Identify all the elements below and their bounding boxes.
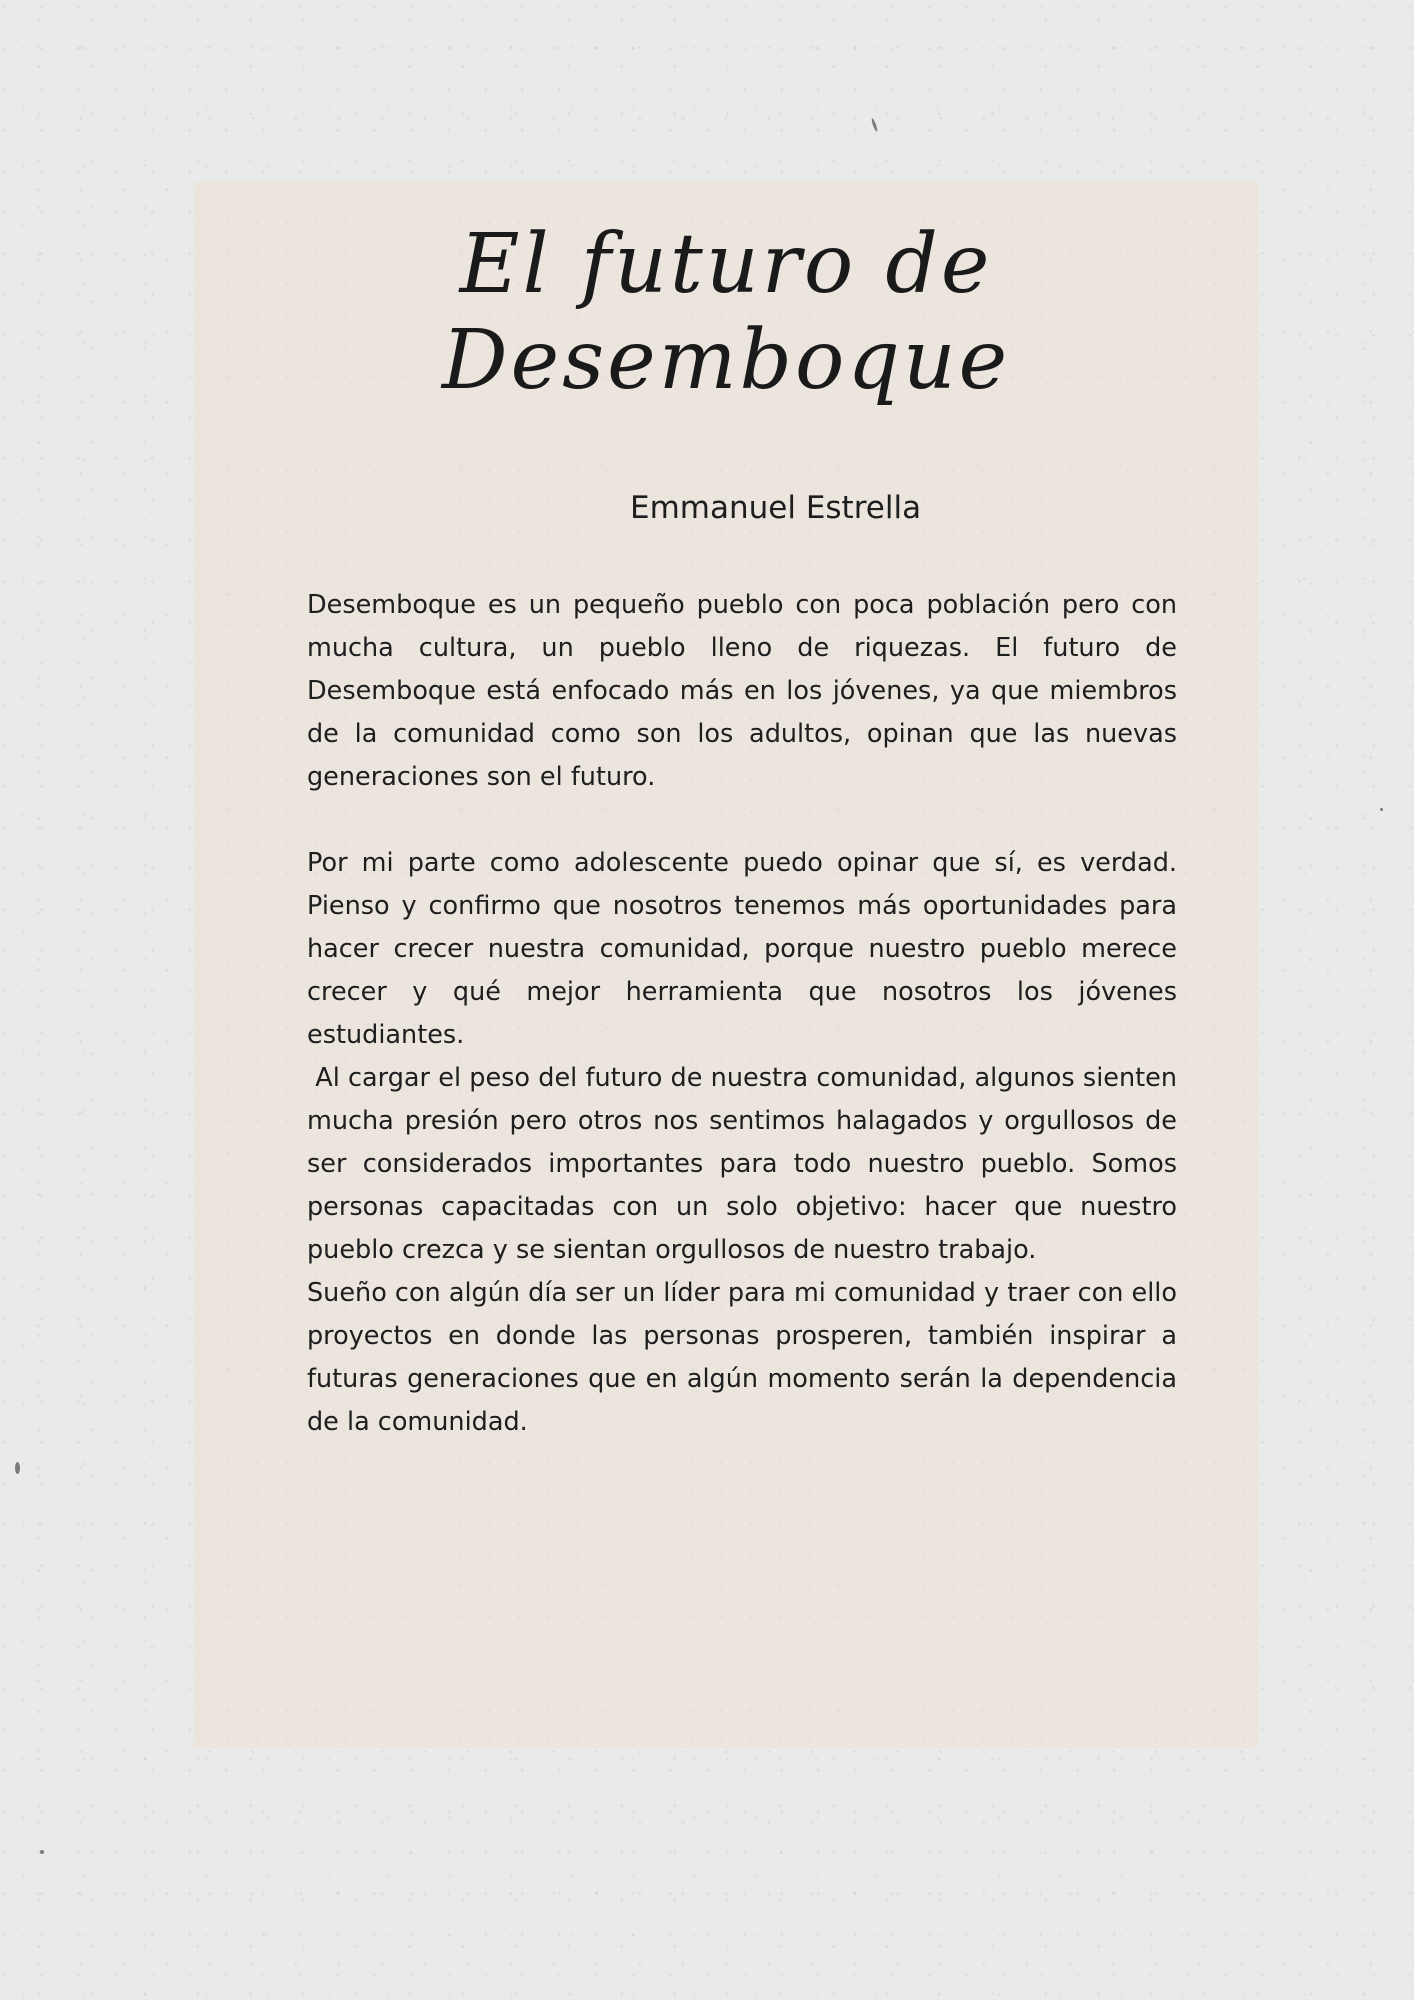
document-title xyxy=(194,208,1258,418)
document-title-text: El futuro de Desemboque xyxy=(441,217,1011,408)
paper-speck xyxy=(871,118,879,132)
paragraph: Desemboque es un pequeño pueblo con poca población pero con mucha cultura, un pueblo lleno de riquezas. El futuro de Desemboque está enfocado más en los jóvenes, ya que miembros de la comunidad como son los adultos, opinan que las nuevas generaciones son el futuro. xyxy=(307,590,1177,792)
paragraph: Sueño con algún día ser un líder para mi comunidad y traer con ello proyectos en donde las personas prosperen, también inspirar a futuras generaciones que en algún momento serán la dependencia de la comunidad. xyxy=(307,1278,1177,1437)
author-name: Emmanuel Estrella xyxy=(630,490,922,526)
paragraph: Al cargar el peso del futuro de nuestra comunidad, algunos sienten mucha presión pero otros nos sentimos halagados y orgullosos de ser considerados importantes para todo nuestro pueblo. Somos personas capacitadas con un solo objetivo: hacer que nuestro pueblo crezca y se sientan orgullosos de nuestro trabajo. xyxy=(307,1063,1186,1265)
paper-speck xyxy=(1380,808,1383,811)
document-body xyxy=(307,584,1186,1444)
document-sheet xyxy=(194,182,1258,1748)
paper-speck xyxy=(15,1462,20,1474)
paper-speck xyxy=(40,1850,44,1854)
paragraph: Por mi parte como adolescente puedo opinar que sí, es verdad. Pienso y confirmo que nosotros tenemos más oportunidades para hacer crecer nuestra comunidad, porque nuestro pueblo merece crecer y qué mejor herramienta que nosotros los jóvenes estudiantes. xyxy=(307,848,1177,1050)
